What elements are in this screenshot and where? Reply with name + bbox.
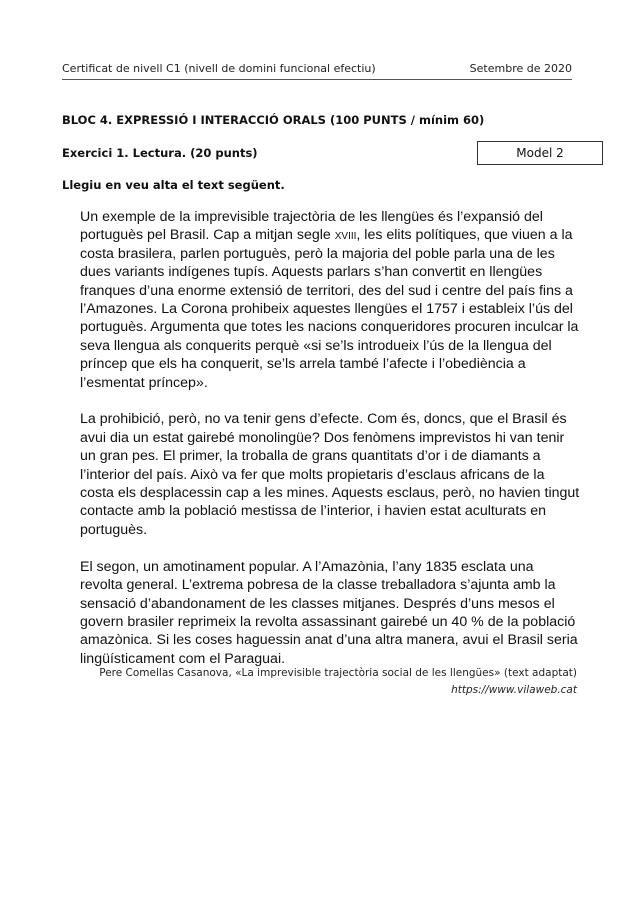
header-date-label: Setembre de 2020	[469, 62, 572, 75]
header-certificate-label: Certificat de nivell C1 (nivell de domini funcional efectiu)	[62, 62, 376, 75]
paragraph-3: El segon, un amotinament popular. A l’Amazònia, l’any 1835 esclata una revolta general. L’extrema pobresa de la classe treballadora s’ajunta amb la sensació d’abandonament de les classes mitjanes. Després d’uns mesos el govern brasiler reprimeix la revolta assassinant gairebé un 40 % de la població amazònica. Si les coses haguessin anat d’una altra manera, avui el Brasil seria lingüísticament com el Paraguai.	[80, 558, 578, 667]
paragraph-1-part-a: Un exemple de la imprevisible trajectòria de les llengües és l’expansió del portuguès pel Brasil. Cap a mitjan segle	[80, 209, 543, 244]
page-header	[62, 62, 572, 80]
paragraph-1-part-b: , les elits polítiques, que viuen a la costa brasilera, parlen portuguès, però la majoria del poble parla una de les dues variants indígenes tupís. Aquests parlars s’han convertit en llengües franques d’una enorme extensió de territori, des del sud i centre del país fins a l’Amazones. La Corona prohibeix aquestes llengües el 1757 i estableix l’ús del portuguès. Argumenta que totes les nacions conqueridores procuren inculcar la seva llengua als conquerits perquè «si se’ls introdueix l’ús de la llengua del príncep que els ha conquerit, se’ls arrela també l’afecte i l’obediència a l’esmentat príncep».	[80, 227, 579, 391]
citation-url: https://www.vilaweb.cat	[451, 684, 577, 696]
reading-text	[80, 208, 580, 687]
instruction-text: Llegiu en veu alta el text següent.	[62, 178, 285, 192]
paragraph-1	[80, 208, 580, 392]
exercise-title: Exercici 1. Lectura. (20 punts)	[62, 146, 258, 160]
paragraph-2: La prohibició, però, no va tenir gens d’efecte. Com és, doncs, que el Brasil és avui dia un estat gairebé monolingüe? Dos fenòmens imprevistos hi van tenir un gran pes. El primer, la troballa de grans quantitats d’or i de diamants a l’interior del país. Això va fer que molts propietaris d’esclaus africans de la costa els desplacessin cap a les mines. Aquests esclaus, però, no havien tingut contacte amb la població mestissa de l’interior, i havien estat aculturats en portuguès.	[80, 411, 580, 538]
citation-author-title: Pere Comellas Casanova, «La imprevisible trajectòria social de les llengües» (text adaptat)	[99, 667, 577, 679]
century-numeral: xviii	[334, 227, 357, 244]
source-citation	[80, 665, 577, 699]
model-label: Model 2	[516, 146, 564, 160]
bloc-title: BLOC 4. EXPRESSIÓ I INTERACCIÓ ORALS (100 PUNTS / mínim 60)	[62, 113, 485, 127]
model-badge	[477, 141, 603, 165]
